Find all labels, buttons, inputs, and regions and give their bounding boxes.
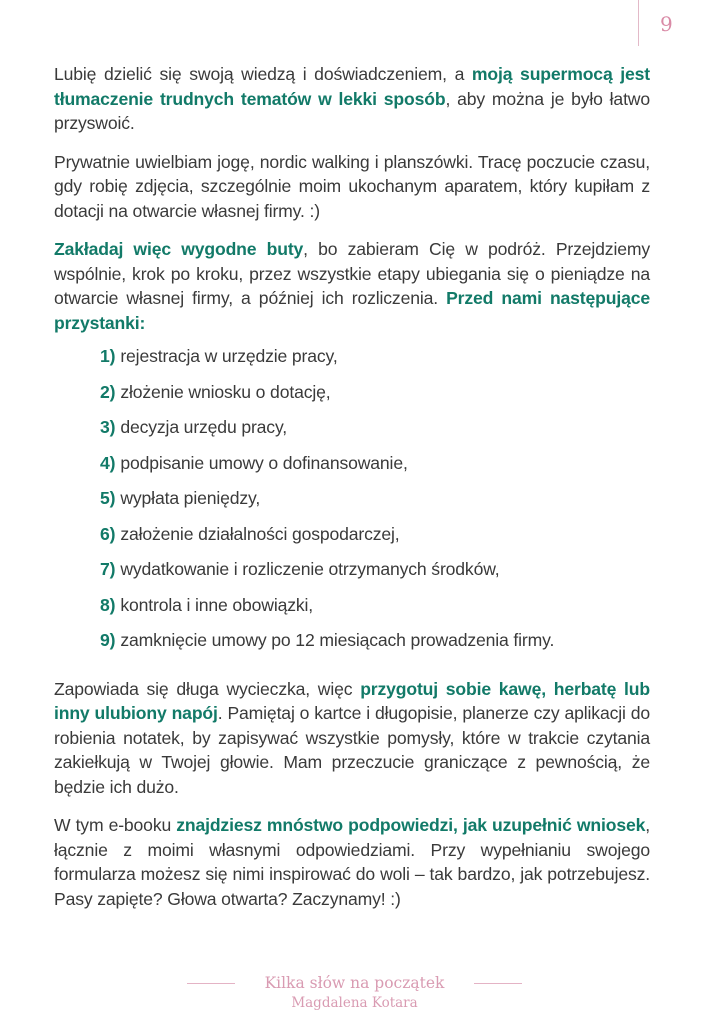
paragraph-hobbies	[54, 150, 650, 224]
list-text: wypłata pieniędzy,	[120, 488, 261, 508]
list-text: rejestracja w urzędzie pracy,	[120, 346, 338, 366]
list-item	[100, 410, 650, 446]
list-number: 1)	[100, 346, 116, 366]
list-number: 6)	[100, 523, 116, 544]
text-run: Zapowiada się długa wycieczka, więc	[54, 678, 361, 699]
highlight-text: moją supermocą jest tłumaczenie trudnych tematów w lekki sposób	[54, 64, 650, 109]
list-item	[100, 375, 650, 411]
list-item	[100, 339, 650, 375]
stops-list	[54, 339, 650, 659]
paragraph-coffee	[54, 677, 650, 800]
list-item	[100, 623, 650, 659]
list-item	[100, 446, 650, 482]
list-number: 7)	[100, 559, 116, 579]
highlight-text: znajdziesz mnóstwo podpowiedzi, jak uzupełnić wniosek	[176, 815, 646, 835]
author-name: Magdalena Kotara	[291, 995, 418, 1011]
list-text: założenie działalności gospodarczej,	[120, 523, 400, 544]
list-text: kontrola i inne obowiązki,	[120, 594, 314, 615]
text-run: , aby można je było łatwo przyswoić.	[54, 88, 650, 133]
page-number: 9	[660, 12, 673, 36]
list-text: wydatkowanie i rozliczenie otrzymanych środków,	[120, 559, 500, 579]
page-content	[54, 62, 650, 925]
text-run: , łącznie z moimi własnymi odpowiedziami. Przy wypełnianiu swojego formularza możesz się nimi inspirować do woli – tak bardzo, jak potrzebujesz. Pasy zapięte? Głowa otwarta? Zaczynamy! :)	[54, 815, 650, 909]
paragraph-journey	[54, 237, 650, 335]
paragraph-ebook	[54, 813, 650, 911]
list-text: złożenie wniosku o dotację,	[120, 381, 331, 402]
text-run: Prywatnie uwielbiam jogę, nordic walking i planszówki. Tracę poczucie czasu, gdy robię zdjęcia, szczególnie moim ukochanym aparatem, który kupiłam z dotacji na otwarcie własnej firmy. :)	[54, 151, 650, 221]
list-number: 2)	[100, 381, 116, 402]
text-run: Lubię dzielić się swoją wiedzą i doświadczeniem, a	[54, 64, 472, 84]
text-run: W tym e-booku	[54, 815, 177, 835]
page-marker-line	[638, 0, 639, 46]
list-text: decyzja urzędu pracy,	[120, 417, 288, 437]
highlight-text: przygotuj sobie kawę, herbatę lub inny ulubiony napój	[54, 678, 650, 723]
list-number: 3)	[100, 417, 116, 437]
highlight-text: Przed nami następujące przystanki:	[54, 288, 650, 333]
list-text: zamknięcie umowy po 12 miesiącach prowadzenia firmy.	[120, 630, 555, 650]
list-item	[100, 517, 650, 553]
highlight-text: Zakładaj więc wygodne buty	[54, 239, 304, 259]
chapter-title: Kilka słów na początek	[264, 974, 445, 992]
list-item	[100, 588, 650, 624]
list-text: podpisanie umowy o dofinansowanie,	[120, 452, 408, 473]
paragraph-intro	[54, 62, 650, 136]
page-footer	[0, 972, 709, 1012]
footer-divider-left	[187, 983, 235, 984]
list-number: 5)	[100, 488, 116, 508]
list-item	[100, 481, 650, 517]
text-run: . Pamiętaj o kartce i długopisie, planerze czy aplikacji do robienia notatek, by zapisywać wszystkie pomysły, które w trakcie czytania zakiełkują w Twojej głowie. Mam przeczucie graniczące z pewnością, że będzie ich dużo.	[54, 703, 650, 797]
text-run: , bo zabieram Cię w podróż. Przejdziemy wspólnie, krok po kroku, przez wszystkie etapy ubiegania się o pieniądze na otwarcie własnej firmy, a później ich rozliczenia.	[54, 239, 650, 308]
footer-divider-right	[474, 983, 522, 984]
list-item	[100, 552, 650, 588]
list-number: 9)	[100, 630, 116, 650]
list-number: 4)	[100, 452, 116, 473]
list-number: 8)	[100, 594, 116, 615]
footer-title-row	[0, 972, 709, 994]
